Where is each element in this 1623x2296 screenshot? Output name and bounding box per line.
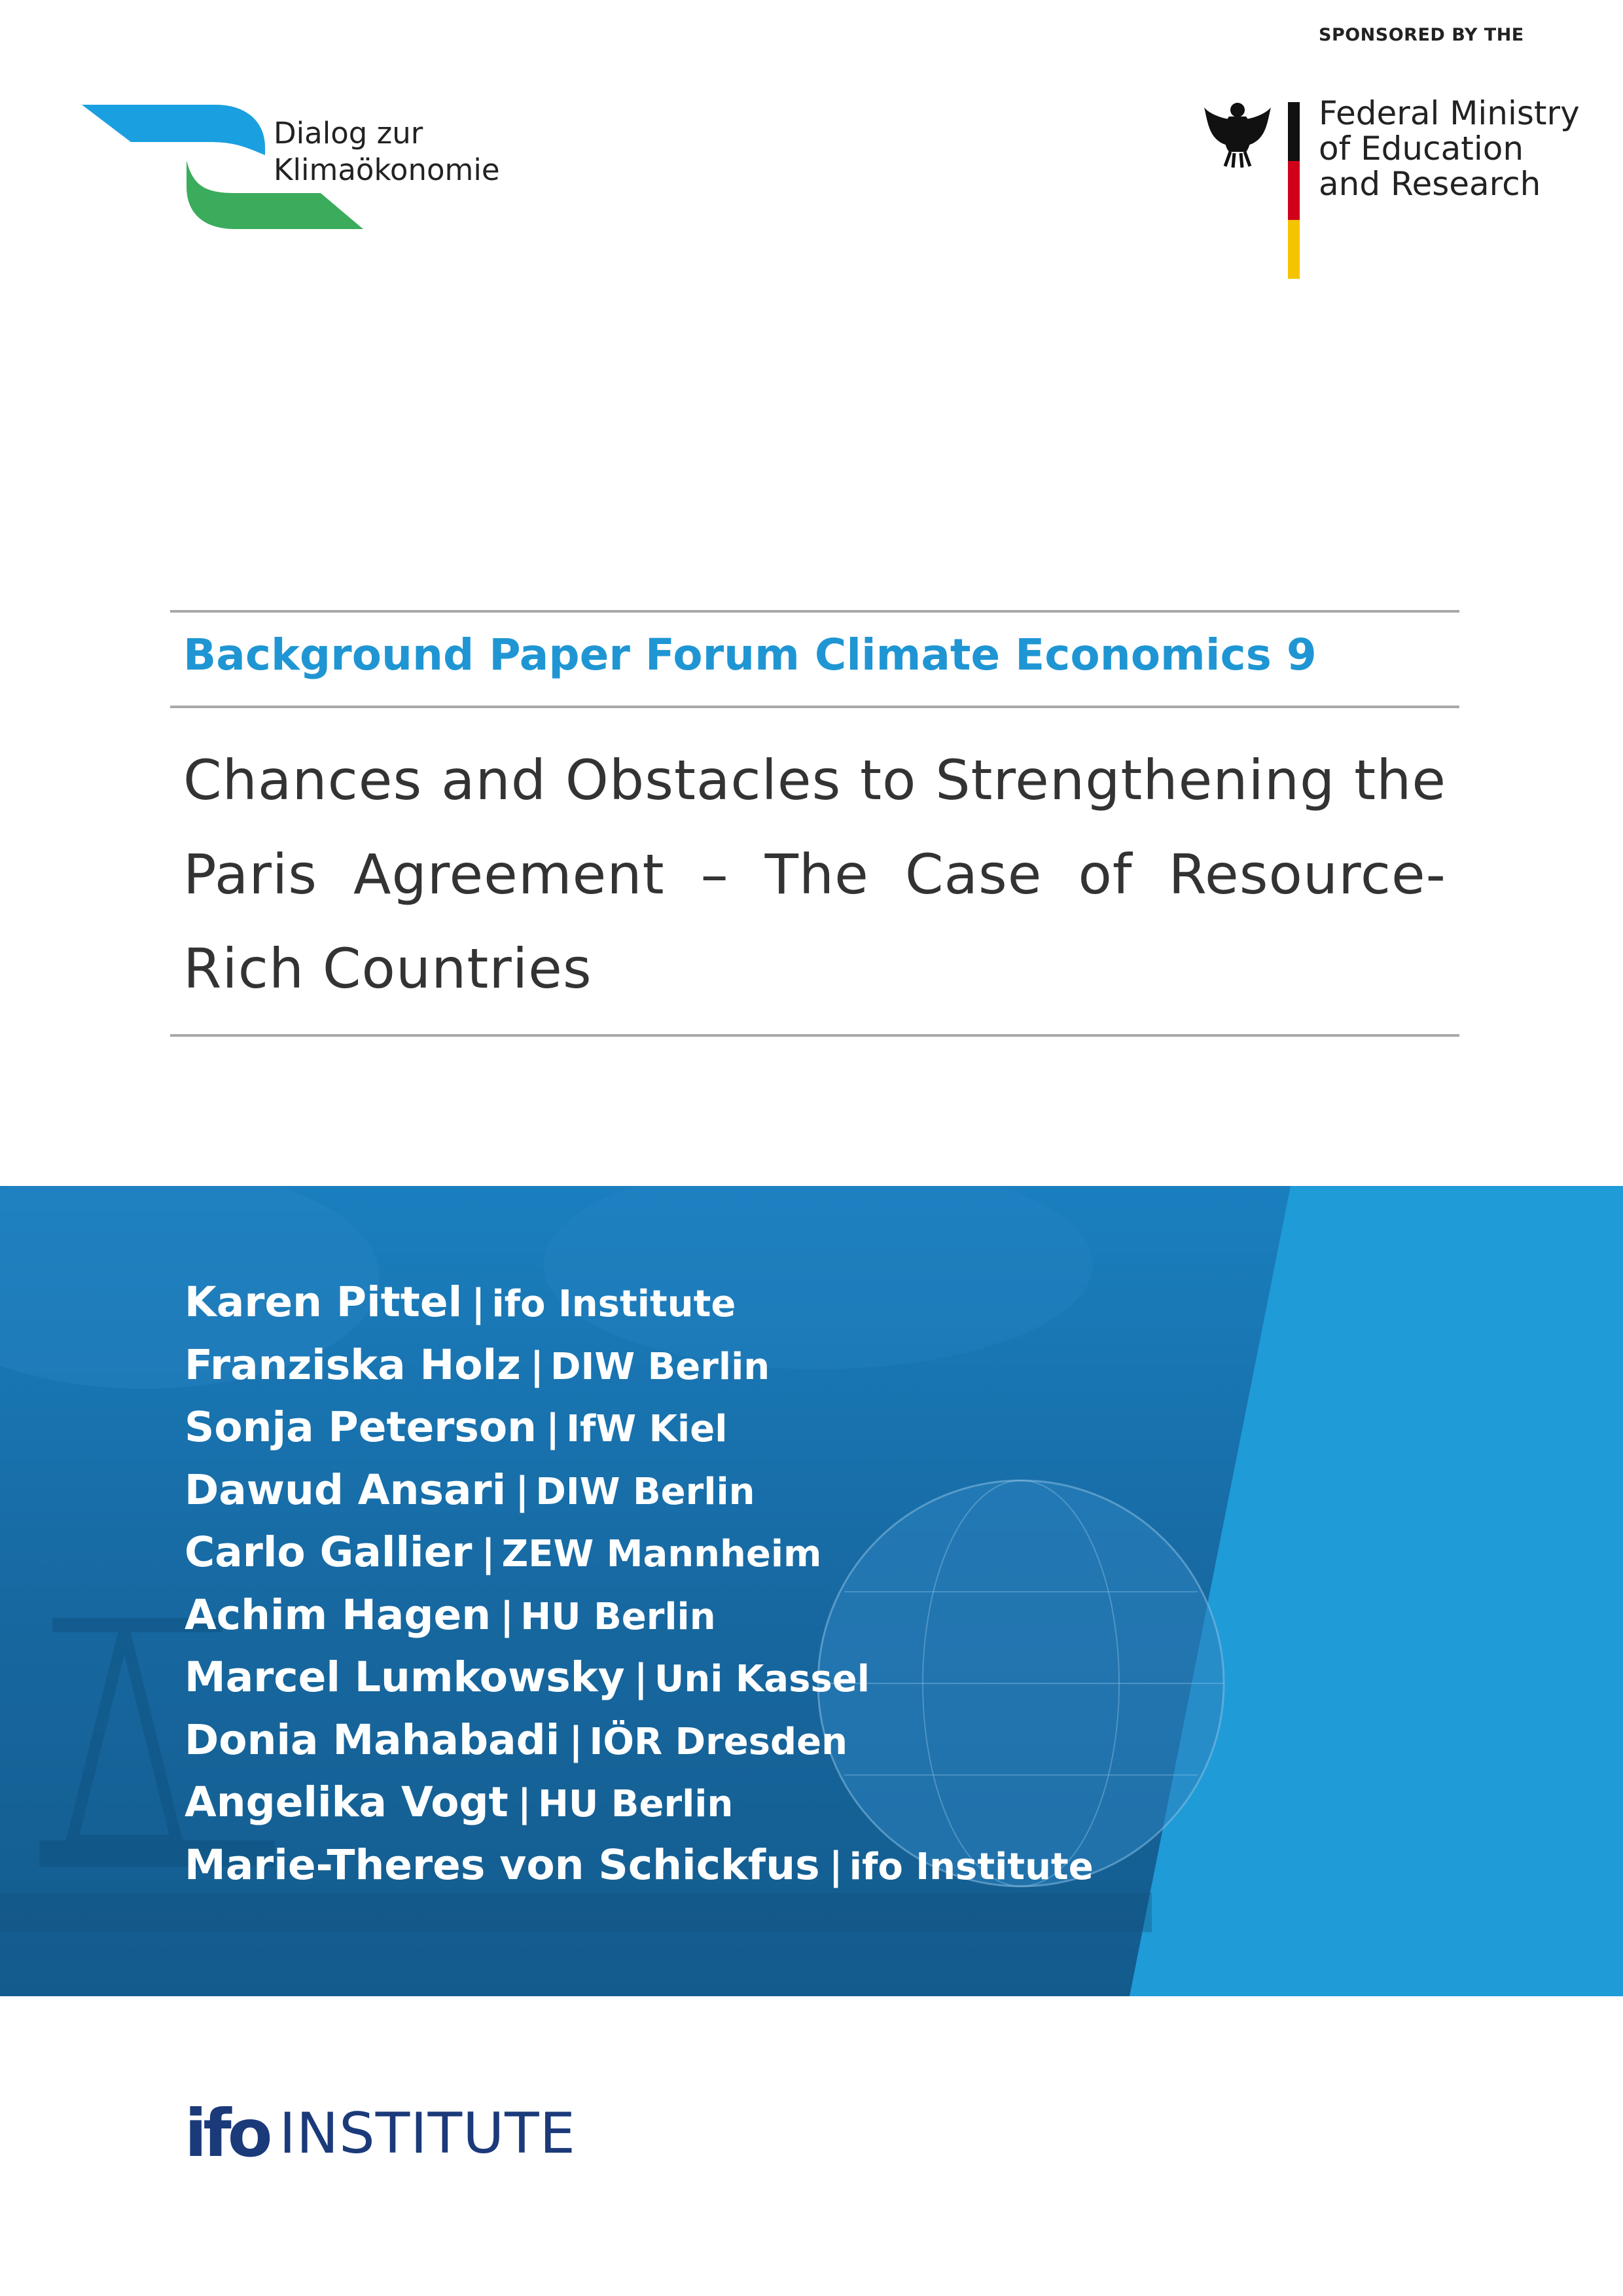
paper-title: Chances and Obstacles to Strengthening the Paris Agreement – The Case of Resource-Rich Countries xyxy=(183,748,1446,1001)
author-separator: | xyxy=(471,1281,486,1325)
author-institution: ifo Institute xyxy=(491,1283,736,1325)
federal-eagle-icon xyxy=(1203,98,1272,169)
ministry-name: Federal Ministry of Education and Research xyxy=(1319,94,1580,203)
dialog-klimaoekonomie-wordmark: Dialog zur Klimaökonomie xyxy=(274,116,500,187)
author-row xyxy=(185,1834,1094,1897)
author-separator: | xyxy=(515,1468,529,1513)
author-list xyxy=(185,1271,1094,1896)
ifo-institute-logo xyxy=(185,2095,577,2172)
author-row xyxy=(185,1396,1094,1459)
author-separator: | xyxy=(829,1843,843,1888)
bottom-rule xyxy=(170,1034,1459,1037)
author-separator: | xyxy=(546,1406,560,1450)
author-separator: | xyxy=(529,1343,544,1388)
middle-rule xyxy=(170,706,1459,708)
author-separator: | xyxy=(500,1593,514,1638)
author-row xyxy=(185,1646,1094,1709)
author-institution: DIW Berlin xyxy=(550,1345,770,1388)
author-separator: | xyxy=(517,1781,531,1825)
author-institution: HU Berlin xyxy=(520,1595,716,1638)
ifo-logo-word: INSTITUTE xyxy=(279,2101,577,2166)
author-institution: DIW Berlin xyxy=(535,1470,755,1513)
author-row xyxy=(185,1459,1094,1522)
author-institution: IÖR Dresden xyxy=(589,1720,847,1763)
top-rule xyxy=(170,610,1459,613)
author-institution: HU Berlin xyxy=(537,1783,734,1825)
sponsored-by-label: SPONSORED BY THE xyxy=(1319,25,1524,45)
german-flag-bar xyxy=(1288,102,1300,279)
author-name: Donia Mahabadi xyxy=(185,1715,560,1764)
author-institution: ifo Institute xyxy=(849,1845,1094,1888)
author-institution: ZEW Mannheim xyxy=(501,1533,822,1575)
author-name: Achim Hagen xyxy=(185,1590,491,1639)
author-separator: | xyxy=(481,1531,495,1575)
author-row xyxy=(185,1584,1094,1647)
ifo-logo-mark: ifo xyxy=(185,2095,269,2172)
author-name: Carlo Gallier xyxy=(185,1528,473,1576)
author-separator: | xyxy=(633,1656,648,1700)
author-row xyxy=(185,1709,1094,1772)
author-institution: Uni Kassel xyxy=(654,1658,870,1700)
author-row xyxy=(185,1334,1094,1397)
author-row xyxy=(185,1271,1094,1334)
author-separator: | xyxy=(569,1718,583,1763)
author-name: Marie-Theres von Schickfus xyxy=(185,1840,820,1889)
author-row xyxy=(185,1521,1094,1584)
author-name: Dawud Ansari xyxy=(185,1465,507,1514)
author-name: Angelika Vogt xyxy=(185,1778,508,1826)
author-institution: IfW Kiel xyxy=(566,1408,728,1450)
author-name: Franziska Holz xyxy=(185,1340,521,1389)
series-title: Background Paper Forum Climate Economics 9 xyxy=(183,630,1317,680)
author-name: Sonja Peterson xyxy=(185,1403,537,1451)
author-row xyxy=(185,1771,1094,1834)
author-name: Karen Pittel xyxy=(185,1278,463,1326)
authors-band xyxy=(0,1186,1623,1996)
author-name: Marcel Lumkowsky xyxy=(185,1653,625,1701)
